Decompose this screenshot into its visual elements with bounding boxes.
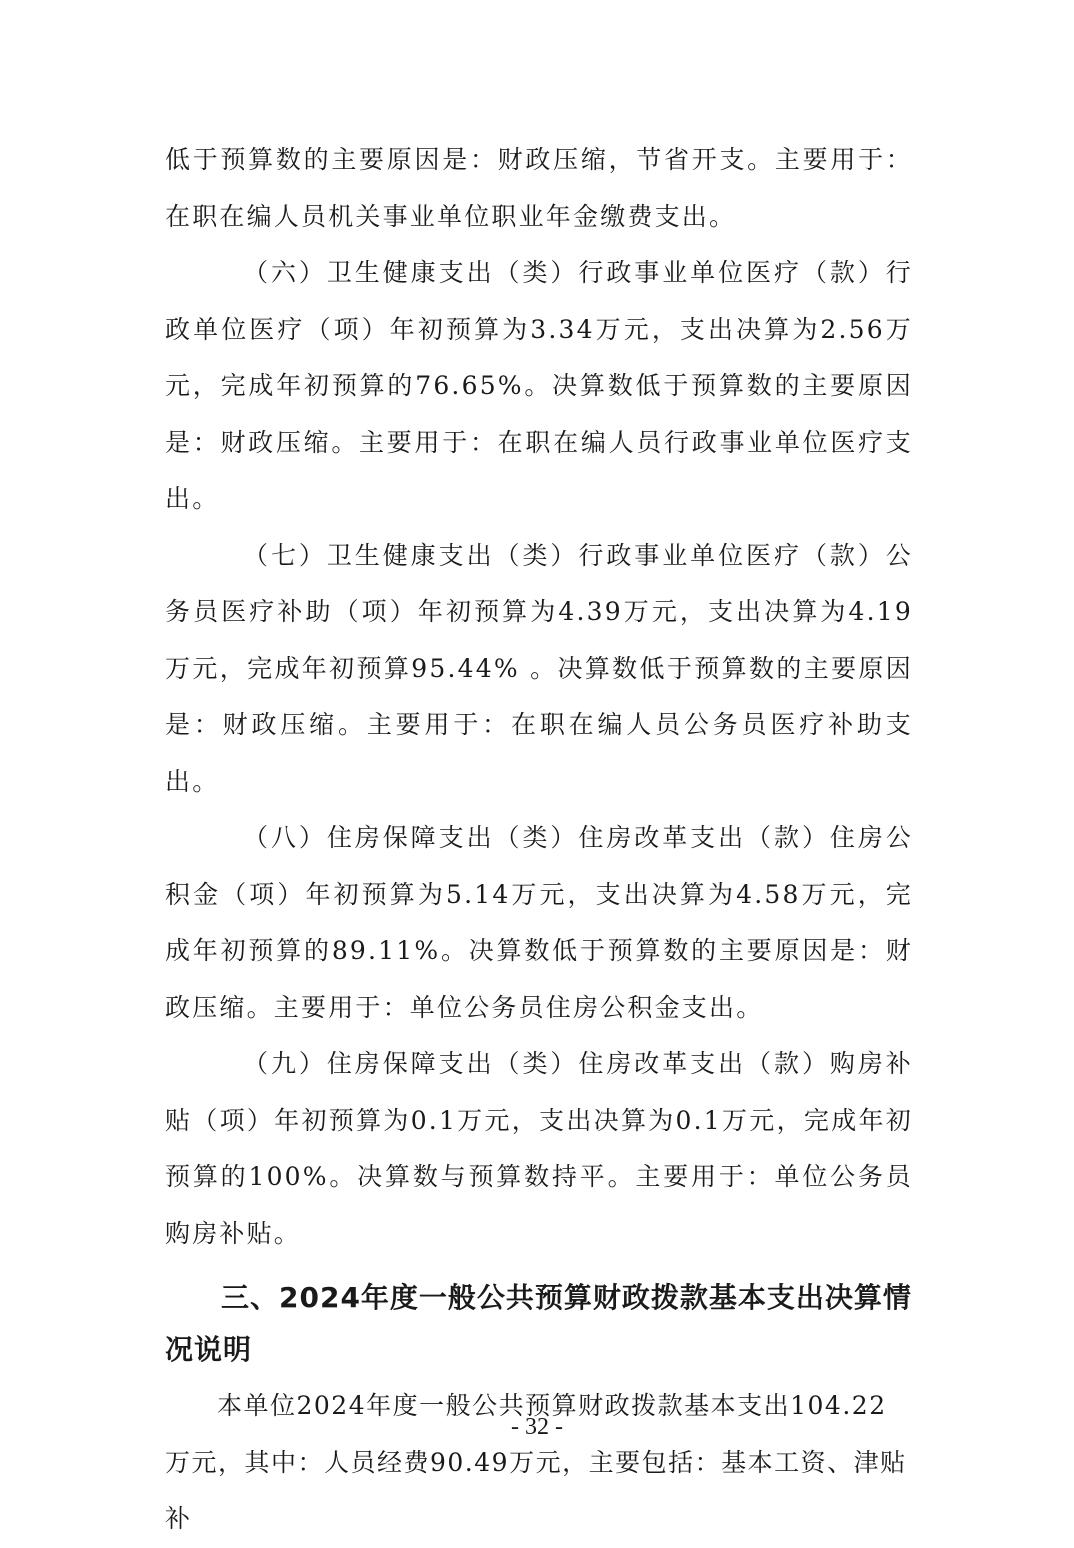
paragraph-continued: 低于预算数的主要原因是：财政压缩，节省开支。主要用于：在职在编人员机关事业单位职业年金缴费支出。 — [165, 145, 913, 231]
paragraph-item-7: （七）卫生健康支出（类）行政事业单位医疗（款）公务员医疗补助（项）年初预算为4.39万元，支出决算为4.19万元，完成年初预算95.44% 。决算数低于预算数的主要原因是：财政压缩。主要用于：在职在编人员公务员医疗补助支出。 — [165, 540, 913, 796]
paragraph-item-6: （六）卫生健康支出（类）行政事业单位医疗（款）行政单位医疗（项）年初预算为3.34万元，支出决算为2.56万元，完成年初预算的76.65%。决算数低于预算数的主要原因是：财政压缩。主要用于：在职在编人员行政事业单位医疗支出。 — [165, 258, 913, 513]
document-body — [165, 132, 913, 1548]
paragraph-item-9: （九）住房保障支出（类）住房改革支出（款）购房补贴（项）年初预算为0.1万元，支出决算为0.1万元，完成年初预算的100%。决算数与预算数持平。主要用于：单位公务员购房补贴。 — [165, 1049, 913, 1248]
paragraph-item-8: （八）住房保障支出（类）住房改革支出（款）住房公积金（项）年初预算为5.14万元，支出决算为4.58万元，完成年初预算的89.11%。决算数低于预算数的主要原因是：财政压缩。主要用于：单位公务员住房公积金支出。 — [165, 823, 913, 1022]
page-number: - 32 - — [511, 1414, 563, 1440]
section-heading: 三、2024年度一般公共预算财政拨款基本支出决算情况说明 — [165, 1281, 912, 1366]
section-body-paragraph: 本单位2024年度一般公共预算财政拨款基本支出104.22万元，其中：人员经费90.49万元，主要包括：基本工资、津贴补 — [165, 1391, 907, 1533]
